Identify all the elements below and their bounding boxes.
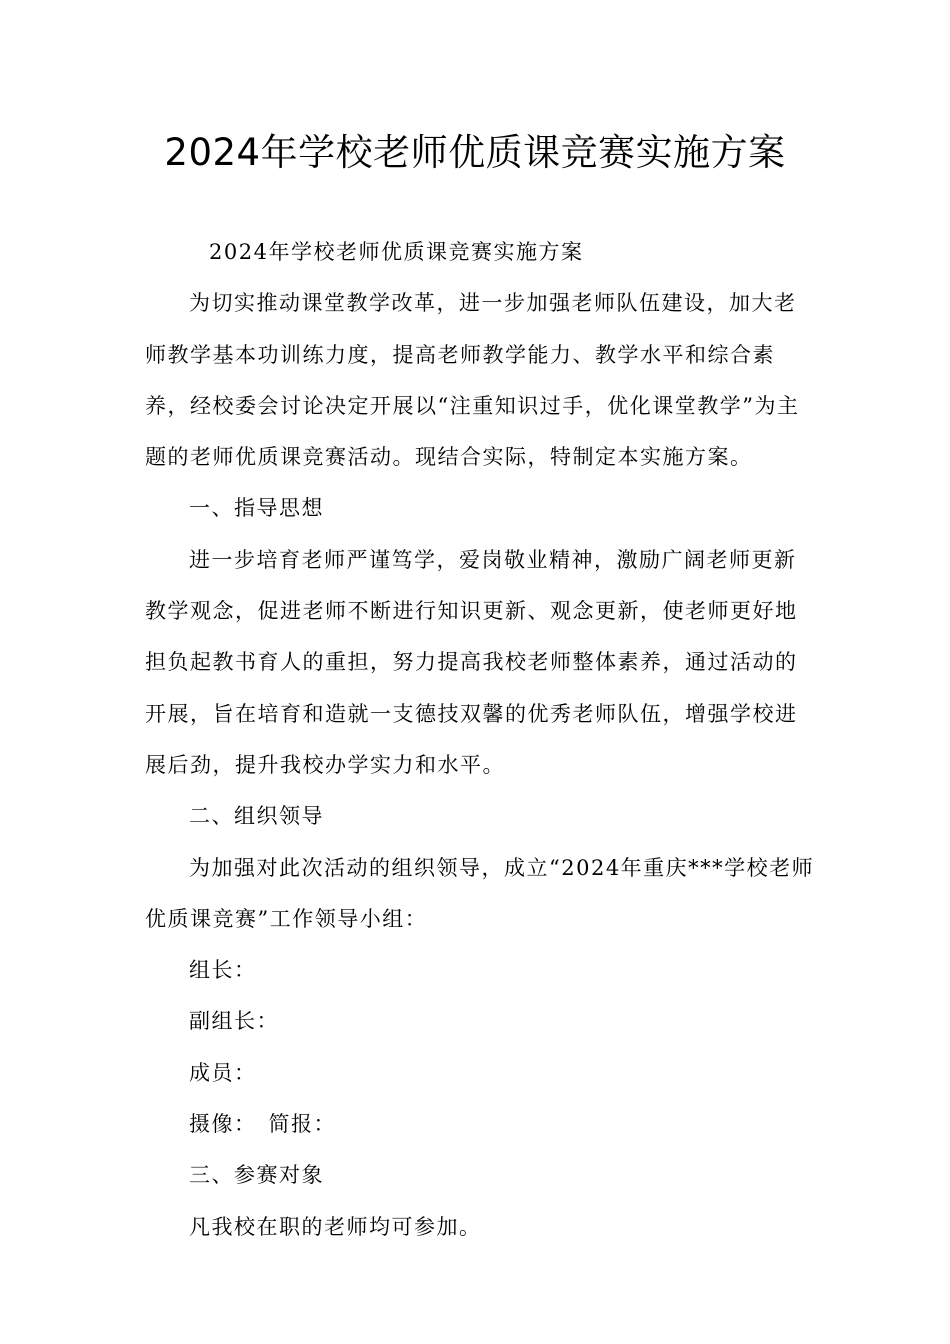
- participants-paragraph: 凡我校在职的老师均可参加。: [189, 1214, 482, 1239]
- section-heading-guiding-thought: 一、指导思想: [189, 496, 324, 521]
- section-heading-participants: 三、参赛对象: [189, 1163, 324, 1188]
- document-title: 2024年学校老师优质课竞赛实施方案: [164, 131, 786, 174]
- group-leader-line: 组长：: [189, 958, 257, 983]
- guiding-thought-paragraph: 进一步培育老师严谨笃学，爱岗敬业精神，激励广阔老师更新教学观念，促进老师不断进行知识更新、观念更新，使老师更好地担负起教书育人的重担，努力提高我校老师整体素养，通过活动的开展，旨在培育和造就一支德技双馨的优秀老师队伍，增强学校进展后劲，提升我校办学实力和水平。: [145, 547, 798, 777]
- deputy-leader-line: 副组长：: [189, 1009, 279, 1034]
- members-line: 成员：: [189, 1060, 257, 1085]
- document-body: [145, 227, 815, 1253]
- intro-paragraph: 为切实推动课堂教学改革，进一步加强老师队伍建设，加大老师教学基本功训练力度，提高老师教学能力、教学水平和综合素养，经校委会讨论决定开展以“注重知识过手，优化课堂教学”为主题的老师优质课竞赛活动。现结合实际，特制定本实施方案。: [145, 291, 800, 470]
- document-subtitle: 2024年学校老师优质课竞赛实施方案: [209, 240, 584, 264]
- organization-paragraph: 为加强对此次活动的组织领导，成立“2024年重庆***学校老师优质课竞赛”工作领导小组：: [145, 855, 815, 931]
- camera-briefing-line: 摄像： 简报：: [189, 1112, 336, 1137]
- section-heading-organization: 二、组织领导: [189, 804, 324, 829]
